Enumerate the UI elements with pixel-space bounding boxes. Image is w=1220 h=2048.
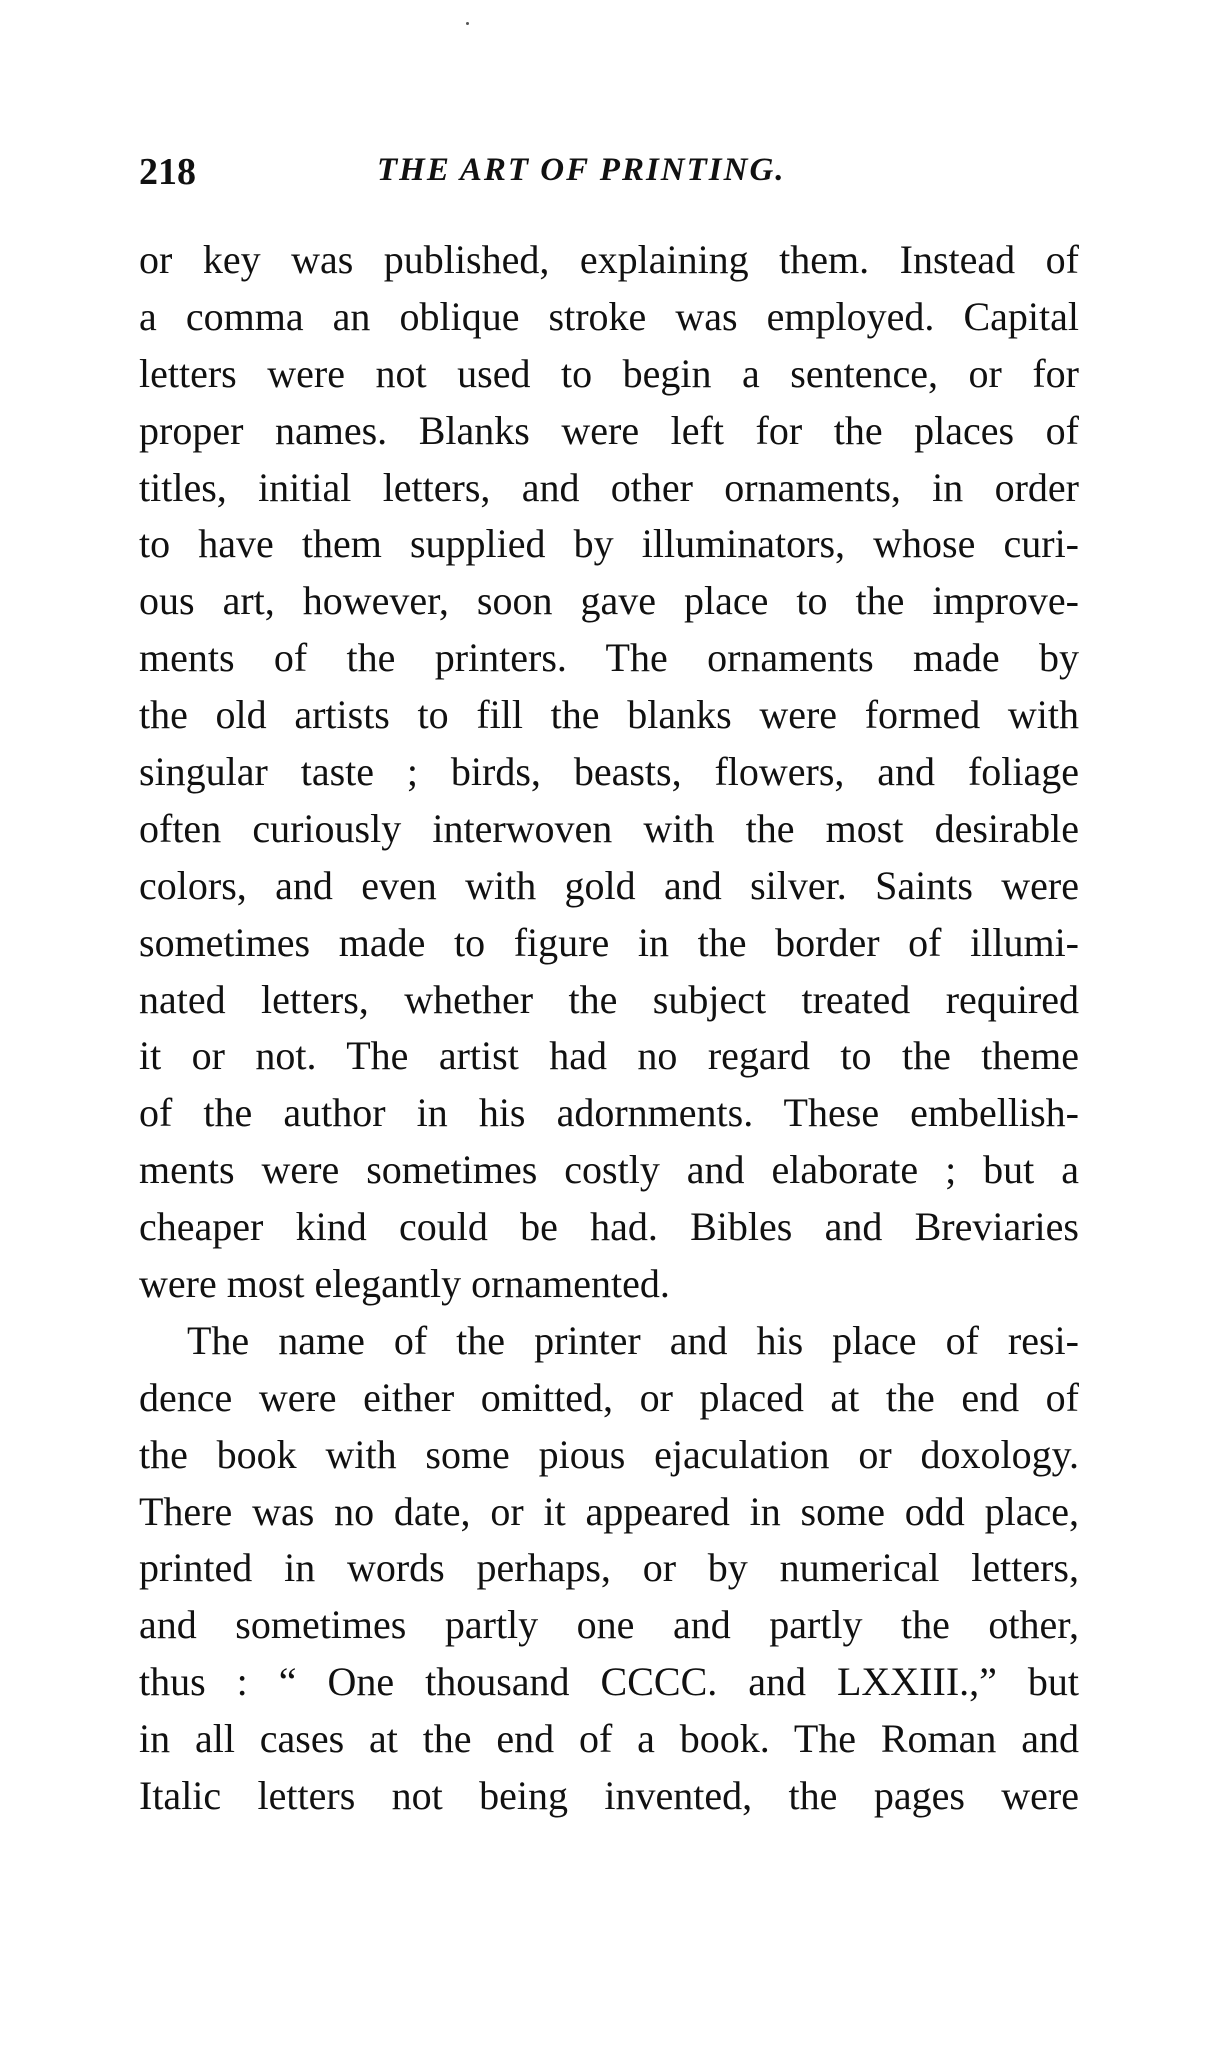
speck <box>466 22 469 25</box>
text-line: colors, and even with gold and silver. Saints were <box>139 862 1079 908</box>
text-line: a comma an oblique stroke was employed. Capital <box>139 293 1079 339</box>
text-line: dence were either omitted, or placed at the end of <box>139 1374 1079 1420</box>
text-line: Italic letters not being invented, the pages were <box>139 1773 1079 1819</box>
text-line: proper names. Blanks were left for the places of <box>139 407 1079 453</box>
text-line: were most elegantly ornamented. <box>139 1261 670 1307</box>
text-line: singular taste ; birds, beasts, flowers, and foliage <box>139 749 1079 795</box>
text-line: of the author in his adornments. These embellish- <box>139 1090 1079 1136</box>
text-line: letters were not used to begin a sentence, or for <box>139 350 1079 396</box>
running-title: THE ART OF PRINTING. <box>377 152 786 188</box>
text-line: in all cases at the end of a book. The Roman and <box>139 1716 1079 1762</box>
text-line: the old artists to fill the blanks were formed with <box>139 692 1079 738</box>
text-line: nated letters, whether the subject treated required <box>139 976 1079 1022</box>
running-header <box>139 150 1079 200</box>
body-text <box>139 232 1079 1825</box>
text-line: ous art, however, soon gave place to the improve- <box>139 578 1079 624</box>
text-line: to have them supplied by illuminators, whose curi- <box>139 521 1079 567</box>
text-line: the book with some pious ejaculation or doxology. <box>139 1431 1079 1477</box>
text-line: The name of the printer and his place of resi- <box>187 1317 1079 1363</box>
text-line: ments of the printers. The ornaments made by <box>139 635 1079 681</box>
text-line: thus : “ One thousand CCCC. and LXXIII.,” but <box>139 1659 1079 1705</box>
text-line: sometimes made to figure in the border of illumi- <box>139 919 1079 965</box>
text-line: ments were sometimes costly and elaborate ; but a <box>139 1147 1079 1193</box>
text-line: often curiously interwoven with the most desirable <box>139 805 1079 851</box>
text-line: titles, initial letters, and other ornaments, in order <box>139 464 1079 510</box>
text-line: cheaper kind could be had. Bibles and Breviaries <box>139 1204 1079 1250</box>
text-line: printed in words perhaps, or by numerical letters, <box>139 1545 1079 1591</box>
page-number: 218 <box>139 151 196 193</box>
text-line: it or not. The artist had no regard to the theme <box>139 1033 1079 1079</box>
text-line: and sometimes partly one and partly the other, <box>139 1602 1079 1648</box>
text-line: There was no date, or it appeared in some odd place, <box>139 1488 1079 1534</box>
text-line: or key was published, explaining them. Instead of <box>139 237 1079 282</box>
